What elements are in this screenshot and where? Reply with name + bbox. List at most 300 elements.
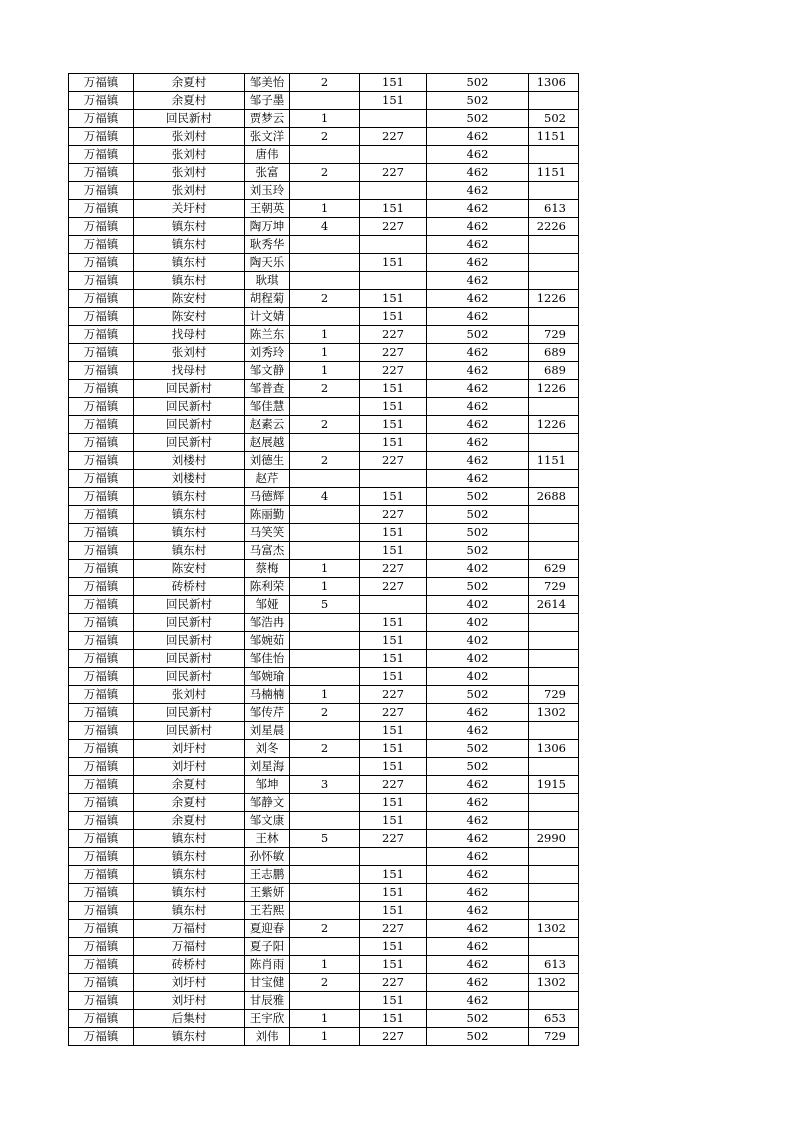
village-cell: 万福村 [134, 938, 245, 956]
town-cell: 万福镇 [69, 326, 134, 344]
amount-b-cell: 462 [427, 146, 529, 164]
total-cell: 729 [529, 686, 579, 704]
name-cell: 陈兰东 [245, 326, 290, 344]
total-cell: 2688 [529, 488, 579, 506]
name-cell: 王林 [245, 830, 290, 848]
table-row [69, 632, 579, 650]
amount-a-cell: 227 [360, 362, 427, 380]
count-cell: 4 [290, 488, 360, 506]
amount-b-cell: 402 [427, 596, 529, 614]
town-cell: 万福镇 [69, 920, 134, 938]
name-cell: 邹浩冉 [245, 614, 290, 632]
amount-b-cell: 462 [427, 884, 529, 902]
table-row [69, 452, 579, 470]
village-cell: 回民新村 [134, 596, 245, 614]
amount-b-cell: 502 [427, 506, 529, 524]
table-row [69, 884, 579, 902]
amount-a-cell: 151 [360, 434, 427, 452]
table-row [69, 578, 579, 596]
total-cell: 2614 [529, 596, 579, 614]
amount-a-cell: 151 [360, 902, 427, 920]
amount-b-cell: 462 [427, 434, 529, 452]
table-row [69, 866, 579, 884]
total-cell [529, 506, 579, 524]
name-cell: 邹子墨 [245, 92, 290, 110]
town-cell: 万福镇 [69, 974, 134, 992]
town-cell: 万福镇 [69, 938, 134, 956]
table-row [69, 164, 579, 182]
amount-a-cell [360, 182, 427, 200]
amount-b-cell: 462 [427, 992, 529, 1010]
amount-b-cell: 462 [427, 344, 529, 362]
village-cell: 陈安村 [134, 290, 245, 308]
total-cell: 689 [529, 344, 579, 362]
total-cell: 653 [529, 1010, 579, 1028]
total-cell: 1151 [529, 164, 579, 182]
count-cell [290, 434, 360, 452]
count-cell: 2 [290, 704, 360, 722]
count-cell: 1 [290, 344, 360, 362]
amount-b-cell: 502 [427, 488, 529, 506]
count-cell: 2 [290, 974, 360, 992]
table-row [69, 362, 579, 380]
count-cell [290, 758, 360, 776]
town-cell: 万福镇 [69, 218, 134, 236]
amount-a-cell: 227 [360, 578, 427, 596]
table-row [69, 308, 579, 326]
village-cell: 张刘村 [134, 344, 245, 362]
name-cell: 邹坤 [245, 776, 290, 794]
village-cell: 张刘村 [134, 146, 245, 164]
table-row [69, 992, 579, 1010]
village-cell: 刘楼村 [134, 452, 245, 470]
amount-a-cell: 151 [360, 722, 427, 740]
name-cell: 邹佳怡 [245, 650, 290, 668]
village-cell: 镇东村 [134, 884, 245, 902]
village-cell: 回民新村 [134, 650, 245, 668]
table-row [69, 506, 579, 524]
amount-a-cell [360, 236, 427, 254]
amount-b-cell: 462 [427, 128, 529, 146]
amount-b-cell: 462 [427, 830, 529, 848]
village-cell: 镇东村 [134, 1028, 245, 1046]
village-cell: 镇东村 [134, 236, 245, 254]
amount-a-cell: 151 [360, 668, 427, 686]
name-cell: 计文婧 [245, 308, 290, 326]
total-cell: 613 [529, 200, 579, 218]
amount-b-cell: 462 [427, 272, 529, 290]
village-cell: 余夏村 [134, 92, 245, 110]
table-row [69, 92, 579, 110]
count-cell [290, 272, 360, 290]
amount-b-cell: 462 [427, 380, 529, 398]
count-cell [290, 650, 360, 668]
amount-a-cell: 151 [360, 740, 427, 758]
village-cell: 镇东村 [134, 272, 245, 290]
town-cell: 万福镇 [69, 1010, 134, 1028]
village-cell: 刘圩村 [134, 758, 245, 776]
town-cell: 万福镇 [69, 92, 134, 110]
name-cell: 刘冬 [245, 740, 290, 758]
amount-b-cell: 502 [427, 578, 529, 596]
count-cell [290, 614, 360, 632]
name-cell: 王紫妍 [245, 884, 290, 902]
total-cell: 689 [529, 362, 579, 380]
total-cell [529, 722, 579, 740]
amount-b-cell: 402 [427, 632, 529, 650]
count-cell [290, 632, 360, 650]
amount-b-cell: 462 [427, 722, 529, 740]
total-cell: 1915 [529, 776, 579, 794]
total-cell [529, 308, 579, 326]
total-cell: 1226 [529, 290, 579, 308]
amount-b-cell: 462 [427, 920, 529, 938]
amount-a-cell: 151 [360, 884, 427, 902]
amount-b-cell: 462 [427, 776, 529, 794]
table-row [69, 1010, 579, 1028]
table-row [69, 614, 579, 632]
name-cell: 耿琪 [245, 272, 290, 290]
village-cell: 镇东村 [134, 848, 245, 866]
village-cell: 回民新村 [134, 416, 245, 434]
amount-a-cell: 151 [360, 938, 427, 956]
town-cell: 万福镇 [69, 254, 134, 272]
count-cell [290, 938, 360, 956]
total-cell [529, 470, 579, 488]
count-cell: 1 [290, 578, 360, 596]
town-cell: 万福镇 [69, 146, 134, 164]
village-cell: 关圩村 [134, 200, 245, 218]
name-cell: 夏子阳 [245, 938, 290, 956]
total-cell [529, 92, 579, 110]
count-cell [290, 254, 360, 272]
town-cell: 万福镇 [69, 758, 134, 776]
village-cell: 镇东村 [134, 524, 245, 542]
count-cell [290, 506, 360, 524]
table-row [69, 758, 579, 776]
village-cell: 陈安村 [134, 308, 245, 326]
village-cell: 回民新村 [134, 704, 245, 722]
count-cell [290, 542, 360, 560]
table-row [69, 524, 579, 542]
table-row [69, 740, 579, 758]
table-row [69, 794, 579, 812]
count-cell: 1 [290, 686, 360, 704]
table-row [69, 146, 579, 164]
amount-b-cell: 462 [427, 848, 529, 866]
name-cell: 邹文静 [245, 362, 290, 380]
name-cell: 陈肖雨 [245, 956, 290, 974]
count-cell: 2 [290, 452, 360, 470]
total-cell [529, 812, 579, 830]
town-cell: 万福镇 [69, 776, 134, 794]
total-cell [529, 668, 579, 686]
amount-b-cell: 502 [427, 1010, 529, 1028]
village-cell: 张刘村 [134, 182, 245, 200]
amount-b-cell: 402 [427, 650, 529, 668]
total-cell [529, 992, 579, 1010]
name-cell: 邹普查 [245, 380, 290, 398]
village-cell: 找母村 [134, 326, 245, 344]
count-cell: 1 [290, 560, 360, 578]
name-cell: 耿秀华 [245, 236, 290, 254]
amount-b-cell: 462 [427, 362, 529, 380]
town-cell: 万福镇 [69, 578, 134, 596]
village-cell: 回民新村 [134, 614, 245, 632]
amount-a-cell: 227 [360, 1028, 427, 1046]
total-cell [529, 146, 579, 164]
amount-a-cell [360, 596, 427, 614]
town-cell: 万福镇 [69, 74, 134, 92]
count-cell: 1 [290, 200, 360, 218]
town-cell: 万福镇 [69, 290, 134, 308]
name-cell: 邹传芹 [245, 704, 290, 722]
town-cell: 万福镇 [69, 488, 134, 506]
name-cell: 邹文康 [245, 812, 290, 830]
count-cell: 1 [290, 326, 360, 344]
table-row [69, 254, 579, 272]
amount-b-cell: 502 [427, 74, 529, 92]
town-cell: 万福镇 [69, 884, 134, 902]
amount-b-cell: 502 [427, 1028, 529, 1046]
count-cell [290, 92, 360, 110]
village-cell: 张刘村 [134, 128, 245, 146]
data-table [68, 73, 579, 1046]
village-cell: 余夏村 [134, 74, 245, 92]
count-cell: 1 [290, 362, 360, 380]
town-cell: 万福镇 [69, 452, 134, 470]
count-cell: 2 [290, 128, 360, 146]
name-cell: 孙怀敏 [245, 848, 290, 866]
amount-b-cell: 462 [427, 398, 529, 416]
town-cell: 万福镇 [69, 398, 134, 416]
amount-a-cell: 227 [360, 686, 427, 704]
town-cell: 万福镇 [69, 632, 134, 650]
count-cell: 2 [290, 74, 360, 92]
amount-b-cell: 502 [427, 758, 529, 776]
amount-a-cell: 227 [360, 326, 427, 344]
village-cell: 后集村 [134, 1010, 245, 1028]
table-row [69, 650, 579, 668]
total-cell [529, 272, 579, 290]
amount-a-cell: 227 [360, 218, 427, 236]
village-cell: 刘楼村 [134, 470, 245, 488]
total-cell [529, 794, 579, 812]
count-cell [290, 794, 360, 812]
amount-a-cell [360, 110, 427, 128]
amount-a-cell: 151 [360, 416, 427, 434]
amount-a-cell: 227 [360, 830, 427, 848]
amount-a-cell: 151 [360, 992, 427, 1010]
count-cell: 1 [290, 956, 360, 974]
town-cell: 万福镇 [69, 434, 134, 452]
amount-a-cell: 151 [360, 794, 427, 812]
total-cell: 1302 [529, 704, 579, 722]
table-row [69, 380, 579, 398]
amount-a-cell [360, 272, 427, 290]
name-cell: 邹佳慧 [245, 398, 290, 416]
village-cell: 张刘村 [134, 686, 245, 704]
amount-a-cell [360, 848, 427, 866]
count-cell: 4 [290, 218, 360, 236]
amount-a-cell: 227 [360, 704, 427, 722]
total-cell [529, 254, 579, 272]
town-cell: 万福镇 [69, 110, 134, 128]
total-cell [529, 434, 579, 452]
village-cell: 找母村 [134, 362, 245, 380]
total-cell: 1302 [529, 974, 579, 992]
total-cell [529, 650, 579, 668]
table-row [69, 272, 579, 290]
amount-b-cell: 402 [427, 560, 529, 578]
town-cell: 万福镇 [69, 722, 134, 740]
table-row [69, 704, 579, 722]
table-row [69, 416, 579, 434]
name-cell: 赵展越 [245, 434, 290, 452]
table-row [69, 236, 579, 254]
town-cell: 万福镇 [69, 830, 134, 848]
count-cell: 2 [290, 290, 360, 308]
name-cell: 马笑笑 [245, 524, 290, 542]
village-cell: 陈安村 [134, 560, 245, 578]
village-cell: 回民新村 [134, 668, 245, 686]
table-row [69, 722, 579, 740]
amount-b-cell: 462 [427, 200, 529, 218]
table-row [69, 470, 579, 488]
village-cell: 镇东村 [134, 506, 245, 524]
total-cell: 729 [529, 326, 579, 344]
town-cell: 万福镇 [69, 164, 134, 182]
total-cell [529, 758, 579, 776]
total-cell [529, 902, 579, 920]
total-cell: 1306 [529, 740, 579, 758]
name-cell: 马楠楠 [245, 686, 290, 704]
town-cell: 万福镇 [69, 1028, 134, 1046]
table-row [69, 956, 579, 974]
town-cell: 万福镇 [69, 272, 134, 290]
total-cell: 613 [529, 956, 579, 974]
name-cell: 刘星海 [245, 758, 290, 776]
total-cell [529, 614, 579, 632]
name-cell: 贾梦云 [245, 110, 290, 128]
town-cell: 万福镇 [69, 524, 134, 542]
amount-a-cell: 151 [360, 74, 427, 92]
count-cell [290, 668, 360, 686]
total-cell: 1226 [529, 380, 579, 398]
amount-b-cell: 462 [427, 704, 529, 722]
name-cell: 刘伟 [245, 1028, 290, 1046]
table-body [69, 74, 579, 1046]
town-cell: 万福镇 [69, 542, 134, 560]
village-cell: 回民新村 [134, 632, 245, 650]
count-cell [290, 884, 360, 902]
count-cell: 2 [290, 416, 360, 434]
name-cell: 蔡梅 [245, 560, 290, 578]
village-cell: 万福村 [134, 920, 245, 938]
town-cell: 万福镇 [69, 236, 134, 254]
name-cell: 刘德生 [245, 452, 290, 470]
name-cell: 刘玉玲 [245, 182, 290, 200]
name-cell: 王志鹏 [245, 866, 290, 884]
table-row [69, 974, 579, 992]
count-cell: 1 [290, 110, 360, 128]
town-cell: 万福镇 [69, 668, 134, 686]
name-cell: 邹美怡 [245, 74, 290, 92]
name-cell: 甘宝健 [245, 974, 290, 992]
village-cell: 镇东村 [134, 866, 245, 884]
town-cell: 万福镇 [69, 902, 134, 920]
amount-a-cell: 227 [360, 452, 427, 470]
town-cell: 万福镇 [69, 182, 134, 200]
count-cell [290, 308, 360, 326]
amount-a-cell: 151 [360, 200, 427, 218]
village-cell: 镇东村 [134, 542, 245, 560]
town-cell: 万福镇 [69, 344, 134, 362]
town-cell: 万福镇 [69, 740, 134, 758]
table-row [69, 200, 579, 218]
name-cell: 陶万坤 [245, 218, 290, 236]
village-cell: 镇东村 [134, 218, 245, 236]
amount-b-cell: 462 [427, 218, 529, 236]
count-cell: 1 [290, 1028, 360, 1046]
town-cell: 万福镇 [69, 308, 134, 326]
total-cell [529, 398, 579, 416]
village-cell: 刘圩村 [134, 974, 245, 992]
table-row [69, 398, 579, 416]
amount-b-cell: 462 [427, 164, 529, 182]
village-cell: 回民新村 [134, 722, 245, 740]
table-row [69, 560, 579, 578]
amount-a-cell: 151 [360, 650, 427, 668]
table-row [69, 218, 579, 236]
table-row [69, 902, 579, 920]
count-cell [290, 236, 360, 254]
town-cell: 万福镇 [69, 794, 134, 812]
village-cell: 余夏村 [134, 794, 245, 812]
amount-a-cell: 227 [360, 920, 427, 938]
town-cell: 万福镇 [69, 128, 134, 146]
table-row [69, 776, 579, 794]
table-row [69, 326, 579, 344]
count-cell: 2 [290, 380, 360, 398]
count-cell: 3 [290, 776, 360, 794]
amount-b-cell: 462 [427, 416, 529, 434]
village-cell: 余夏村 [134, 776, 245, 794]
amount-a-cell: 227 [360, 560, 427, 578]
amount-b-cell: 502 [427, 92, 529, 110]
amount-a-cell: 151 [360, 812, 427, 830]
amount-a-cell: 151 [360, 632, 427, 650]
total-cell [529, 542, 579, 560]
name-cell: 陶天乐 [245, 254, 290, 272]
total-cell: 729 [529, 1028, 579, 1046]
town-cell: 万福镇 [69, 560, 134, 578]
town-cell: 万福镇 [69, 470, 134, 488]
amount-b-cell: 462 [427, 236, 529, 254]
amount-a-cell [360, 470, 427, 488]
name-cell: 马富杰 [245, 542, 290, 560]
table-row [69, 1028, 579, 1046]
amount-a-cell: 151 [360, 524, 427, 542]
town-cell: 万福镇 [69, 956, 134, 974]
amount-a-cell [360, 146, 427, 164]
amount-a-cell: 151 [360, 308, 427, 326]
total-cell [529, 632, 579, 650]
amount-a-cell: 227 [360, 776, 427, 794]
amount-a-cell: 151 [360, 398, 427, 416]
amount-a-cell: 227 [360, 974, 427, 992]
town-cell: 万福镇 [69, 992, 134, 1010]
